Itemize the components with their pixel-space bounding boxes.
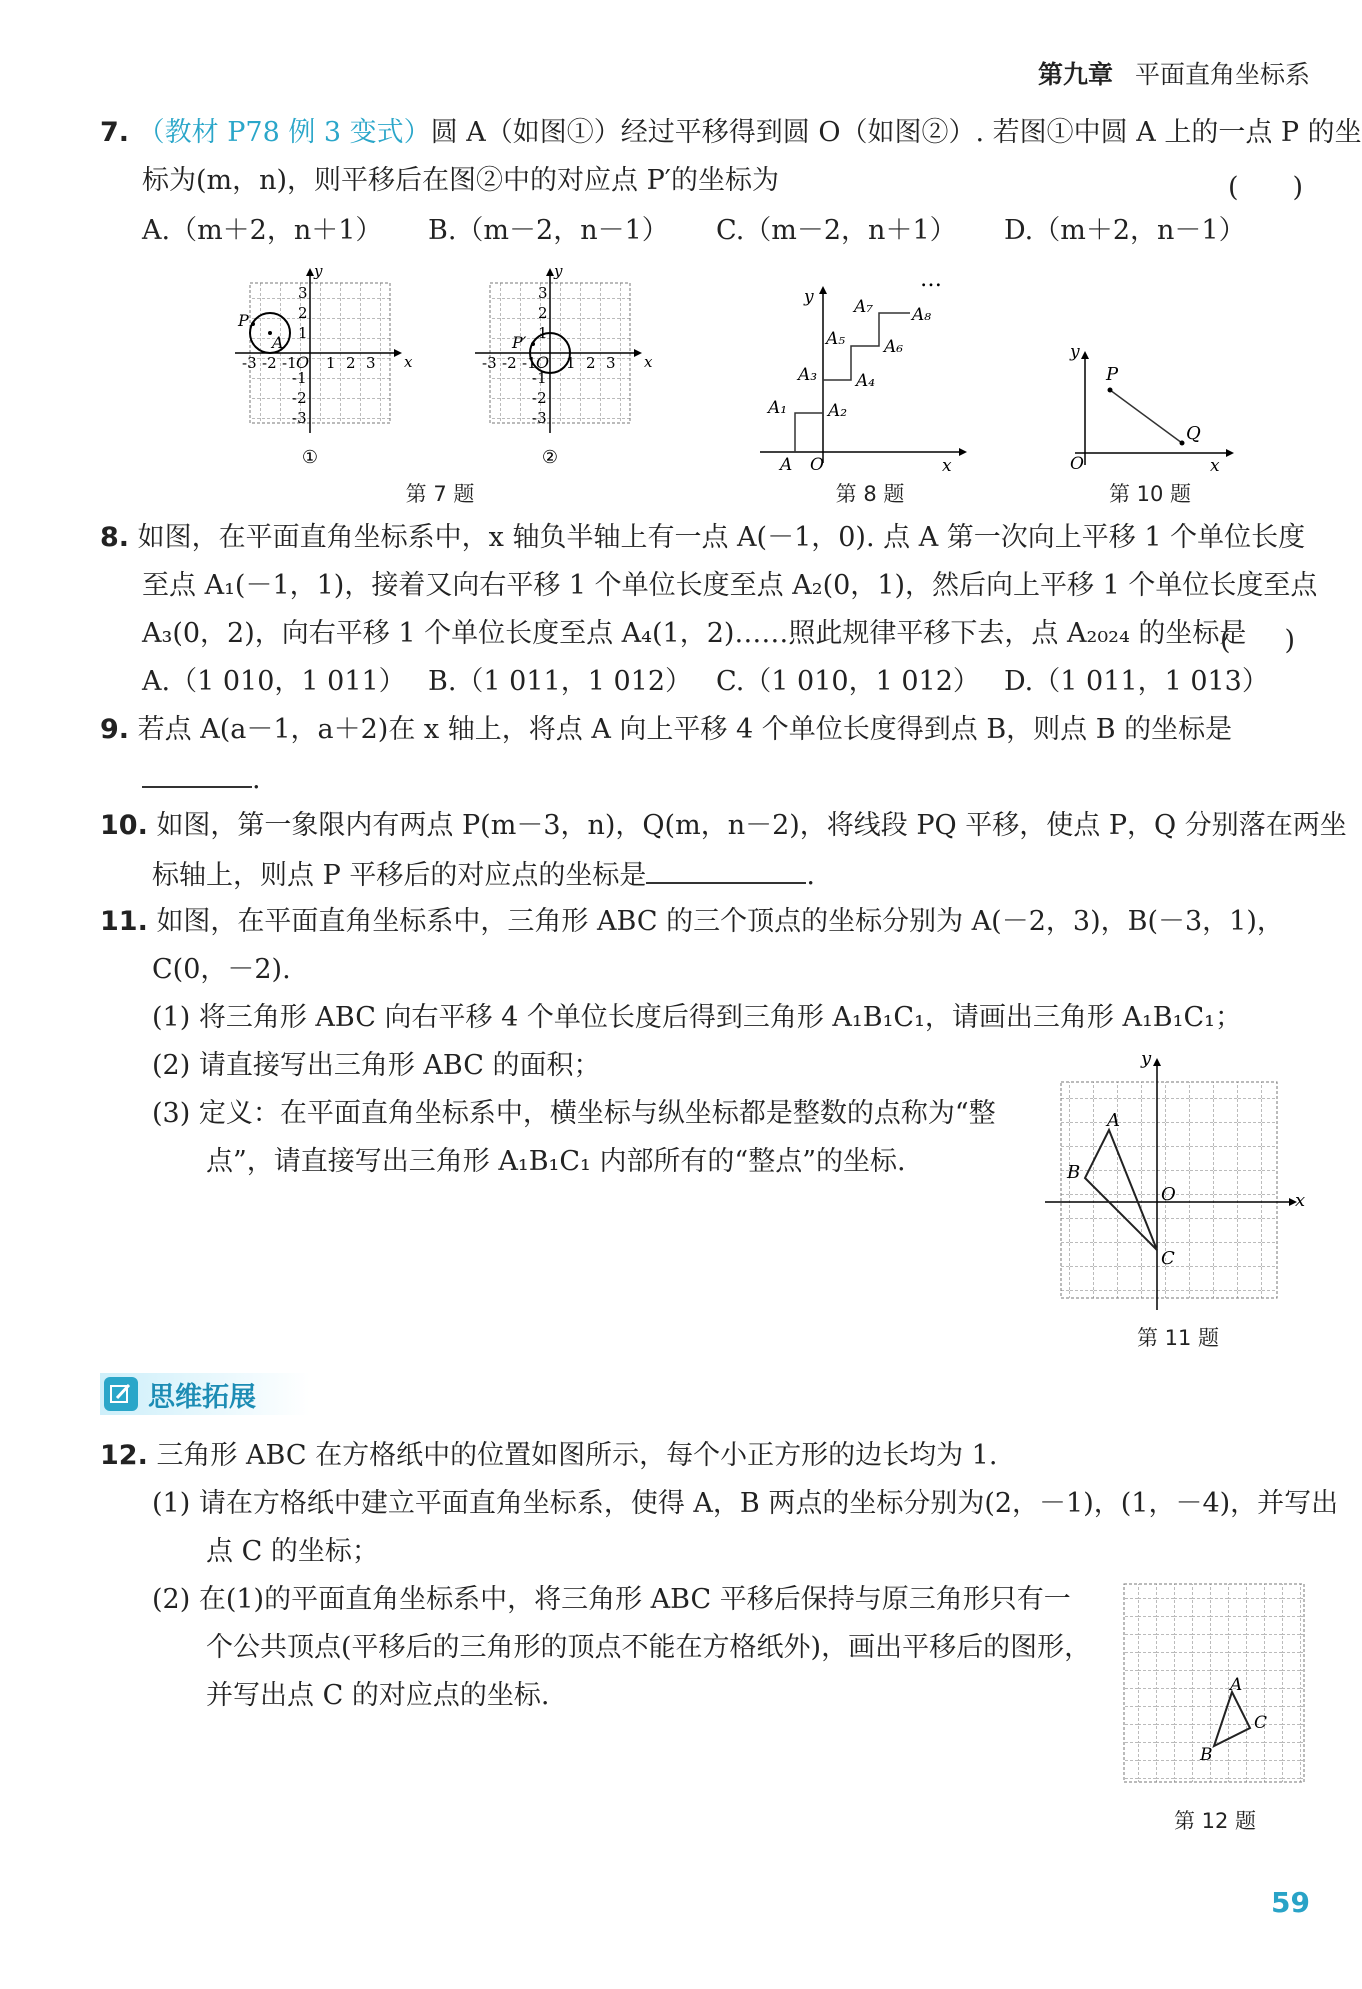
origin-label: O <box>1161 1184 1176 1205</box>
tick-x: -3 <box>242 354 257 372</box>
axis-y-label-2: y <box>554 262 563 280</box>
point-a8-label: A₈ <box>912 305 932 325</box>
q11-figure <box>1045 1050 1310 1315</box>
q9-end: . <box>252 764 261 795</box>
q7-grid-1 <box>235 262 413 468</box>
axis-y-label-1: y <box>314 262 323 280</box>
q10-answer-blank[interactable] <box>646 858 806 884</box>
q8-answer-paren: ( ) <box>1220 625 1296 656</box>
tick-x: -2 <box>502 354 517 372</box>
origin-label: O <box>1070 454 1084 474</box>
q9-line2 <box>142 762 261 796</box>
point-a-label: A <box>1230 1675 1243 1695</box>
q10-caption: 第 10 题 <box>1108 482 1192 506</box>
axis-x-label: x <box>1210 456 1220 476</box>
origin-label-1: O <box>296 353 310 372</box>
q10-text2: 标轴上，则点 P 平移后的对应点的坐标是 <box>152 860 647 891</box>
q11-text1: 如图，在平面直角坐标系中，三角形 ABC 的三个顶点的坐标分别为 A(－2，3)，B(－3，1)， <box>156 906 1284 937</box>
tick-y: -3 <box>292 409 307 427</box>
q7-line1 <box>100 117 1362 149</box>
q7-option-c: C.（m－2，n＋1） <box>716 215 957 246</box>
q8-option-a: A.（1 010，1 011） <box>142 666 406 697</box>
tick-y: 3 <box>538 284 548 302</box>
point-c-label: C <box>1161 1248 1175 1269</box>
tick-y: 3 <box>298 284 308 302</box>
q8-text3: A₃(0，2)，向右平移 1 个单位长度至点 A₄(1，2)……照此规律平移下去，点 A₂₀₂₄ 的坐标是 <box>142 618 1247 649</box>
point-a3-label: A₃ <box>798 365 818 385</box>
q7-fig2-label: ② <box>541 447 559 468</box>
q11-caption: 第 11 题 <box>1136 1326 1220 1350</box>
q11-text2: C(0，－2). <box>152 954 291 985</box>
q8-option-c: C.（1 010，1 012） <box>716 666 980 697</box>
q7-text1: 圆 A（如图①）经过平移得到圆 O（如图②）. 若图①中圆 A 上的一点 P 的坐 <box>430 117 1362 148</box>
q12-sub2a: (2) 在(1)的平面直角坐标系中，将三角形 ABC 平移后保持与原三角形只有一 <box>152 1584 1071 1615</box>
point-p-label: P <box>1106 364 1119 385</box>
axis-y-label: y <box>1141 1048 1152 1069</box>
q12-text1: 三角形 ABC 在方格纸中的位置如图所示，每个小正方形的边长均为 1. <box>156 1440 998 1471</box>
tick-x: 1 <box>326 354 336 372</box>
q7-figure <box>220 258 653 478</box>
q10-end: . <box>806 860 815 891</box>
point-c-label: C <box>1254 1713 1268 1733</box>
tick-x: -1 <box>522 354 537 372</box>
point-a-label: A <box>780 455 793 475</box>
q10-figure <box>1060 342 1240 476</box>
q11-line1 <box>100 906 1284 938</box>
axis-x-label-1: x <box>404 353 413 371</box>
q8-line1 <box>100 522 1305 554</box>
tick-x: -1 <box>282 354 297 372</box>
point-p-prime-label: P′ <box>512 333 527 352</box>
q8-option-b: B.（1 011，1 012） <box>428 666 693 697</box>
q11-sub1: (1) 将三角形 ABC 向右平移 4 个单位长度后得到三角形 A₁B₁C₁，请画出三角形 A₁B₁C₁； <box>152 1002 1242 1033</box>
tick-x: -3 <box>482 354 497 372</box>
q12-figure <box>1120 1580 1310 1802</box>
tick-y: 1 <box>298 324 308 342</box>
q7-option-d: D.（m＋2，n－1） <box>1004 215 1246 246</box>
q12-caption: 第 12 题 <box>1173 1809 1257 1833</box>
chapter-label: 第九章 <box>1037 60 1113 89</box>
axis-x-label-2: x <box>644 353 653 371</box>
q10-number: 10. <box>100 810 148 841</box>
axis-y-label: y <box>1070 342 1080 362</box>
q7-grid-2 <box>475 262 653 468</box>
point-a6-label: A₆ <box>884 337 904 357</box>
tick-x: 2 <box>586 354 596 372</box>
chapter-title: 平面直角坐标系 <box>1134 60 1310 89</box>
point-a5-label: A₅ <box>826 329 846 349</box>
point-a4-label: A₄ <box>856 371 876 391</box>
point-q-label: Q <box>1186 423 1201 444</box>
q7-option-a: A.（m＋2，n＋1） <box>142 215 383 246</box>
pencil-icon <box>104 1377 138 1411</box>
segment-pq <box>1110 390 1182 443</box>
section-title: 思维拓展 <box>148 1381 256 1413</box>
q8-number: 8. <box>100 522 130 553</box>
tick-x: -2 <box>262 354 277 372</box>
q7-source: （教材 P78 例 3 变式） <box>137 117 431 148</box>
q7-option-b: B.（m－2，n－1） <box>428 215 669 246</box>
point-a7-label: A₇ <box>854 297 874 317</box>
q7-fig1-label: ① <box>301 447 319 468</box>
q11-sub2: (2) 请直接写出三角形 ABC 的面积； <box>152 1050 601 1081</box>
point-a2-label: A₂ <box>828 401 848 421</box>
q11-number: 11. <box>100 906 148 937</box>
q10-line2 <box>152 858 815 892</box>
origin-label-2: O <box>536 353 550 372</box>
origin-label: O <box>810 455 824 475</box>
q12-number: 12. <box>100 1440 148 1471</box>
q12-sub1b: 点 C 的坐标； <box>206 1536 379 1567</box>
q9-number: 9. <box>100 714 130 745</box>
tick-x: 3 <box>606 354 616 372</box>
tick-y: 2 <box>298 304 308 322</box>
q7-number: 7. <box>100 117 130 148</box>
tick-y: -1 <box>532 369 547 387</box>
q10-line1 <box>100 810 1347 842</box>
q8-figure <box>760 268 970 478</box>
q8-text2: 至点 A₁(－1，1)，接着又向右平移 1 个单位长度至点 A₂(0，1)，然后向上平移 1 个单位长度至点 <box>142 570 1318 601</box>
q8-caption: 第 8 题 <box>835 482 905 506</box>
tick-y: -1 <box>292 369 307 387</box>
tick-y: -2 <box>532 389 547 407</box>
q8-text1: 如图，在平面直角坐标系中，x 轴负半轴上有一点 A(－1，0). 点 A 第一次向上平移 1 个单位长度 <box>137 522 1306 553</box>
ellipsis: … <box>920 267 942 292</box>
q12-line1 <box>100 1440 997 1472</box>
tick-x: 1 <box>566 354 576 372</box>
q11-sub3b: 点”，请直接写出三角形 A₁B₁C₁ 内部所有的“整点”的坐标. <box>206 1146 906 1177</box>
q8-option-d: D.（1 011，1 013） <box>1004 666 1269 697</box>
point-b-label: B <box>1200 1745 1213 1765</box>
axis-y-label: y <box>804 287 814 307</box>
q10-text1: 如图，第一象限内有两点 P(m－3，n)，Q(m，n－2)，将线段 PQ 平移，使点 P，Q 分别落在两坐 <box>156 810 1347 841</box>
q7-answer-paren: ( ) <box>1228 172 1304 203</box>
q7-caption: 第 7 题 <box>405 482 475 506</box>
point-a-label: A <box>1107 1110 1120 1131</box>
q7-text2: 标为(m，n)，则平移后在图②中的对应点 P′的坐标为 <box>142 165 779 196</box>
axis-x-label: x <box>1295 1190 1306 1211</box>
point-a1-label: A₁ <box>768 398 788 418</box>
page-number: 59 <box>1271 1886 1310 1919</box>
q9-answer-blank[interactable] <box>142 762 252 788</box>
page-header <box>1038 60 1310 90</box>
point-b-label: B <box>1067 1162 1081 1183</box>
q12-sub2b: 个公共顶点(平移后的三角形的顶点不能在方格纸外)，画出平移后的图形， <box>206 1632 1092 1663</box>
tick-y: -2 <box>292 389 307 407</box>
point-a-label: A <box>272 333 284 352</box>
q9-line1 <box>100 714 1232 746</box>
tick-y: -3 <box>532 409 547 427</box>
tick-x: 3 <box>366 354 376 372</box>
tick-y: 1 <box>538 324 548 342</box>
tick-x: 2 <box>346 354 356 372</box>
axis-x-label: x <box>942 456 952 476</box>
section-heading <box>100 1373 310 1415</box>
q11-sub3a: (3) 定义：在平面直角坐标系中，横坐标与纵坐标都是整数的点称为“整 <box>152 1098 996 1129</box>
q12-sub2c: 并写出点 C 的对应点的坐标. <box>206 1680 550 1711</box>
tick-y: 2 <box>538 304 548 322</box>
point-p-label: P <box>238 311 249 330</box>
q9-text1: 若点 A(a－1，a＋2)在 x 轴上，将点 A 向上平移 4 个单位长度得到点 B，则点 B 的坐标是 <box>137 714 1233 745</box>
q12-sub1a: (1) 请在方格纸中建立平面直角坐标系，使得 A，B 两点的坐标分别为(2，－1)，(1，－4)，并写出 <box>152 1488 1339 1519</box>
